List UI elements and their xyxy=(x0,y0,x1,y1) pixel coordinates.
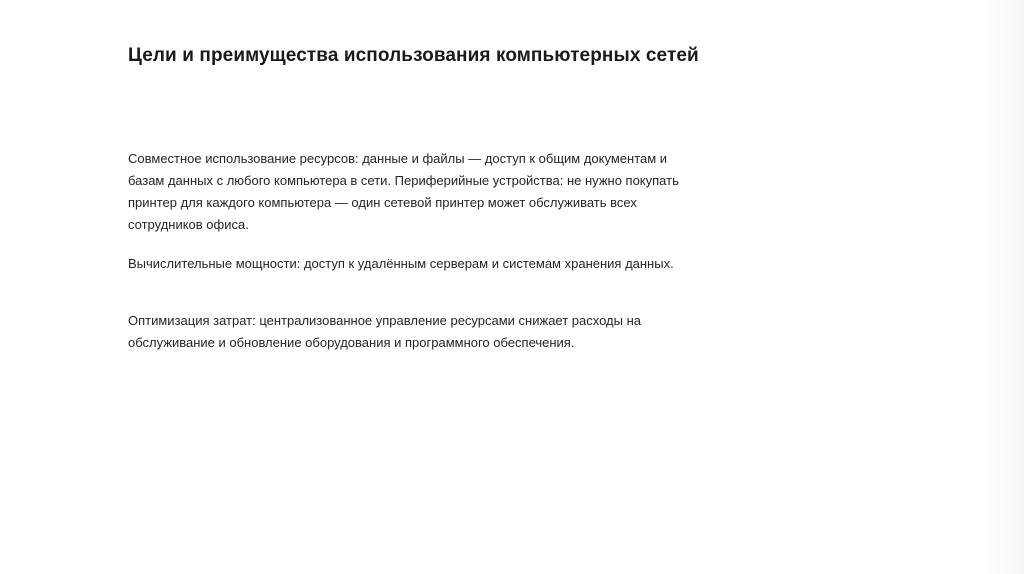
paragraph-cost-optimization: Оптимизация затрат: централизованное управление ресурсами снижает расходы на обслуживание и обновление оборудования и программного обеспечения. xyxy=(128,313,641,350)
slide-body xyxy=(128,148,688,354)
slide-edge-shadow xyxy=(984,0,1024,574)
slide-title: Цели и преимущества использования компьютерных сетей xyxy=(128,45,699,66)
paragraph-resource-sharing: Совместное использование ресурсов: данные и файлы — доступ к общим документам и базам данных с любого компьютера в сети. Периферийные устройства: не нужно покупать принтер для каждого компьютера — один сетевой принтер может обслуживать всех сотрудников офиса. xyxy=(128,151,679,232)
paragraph-computing-power: Вычислительные мощности: доступ к удалённым серверам и системам хранения данных. xyxy=(128,256,674,271)
